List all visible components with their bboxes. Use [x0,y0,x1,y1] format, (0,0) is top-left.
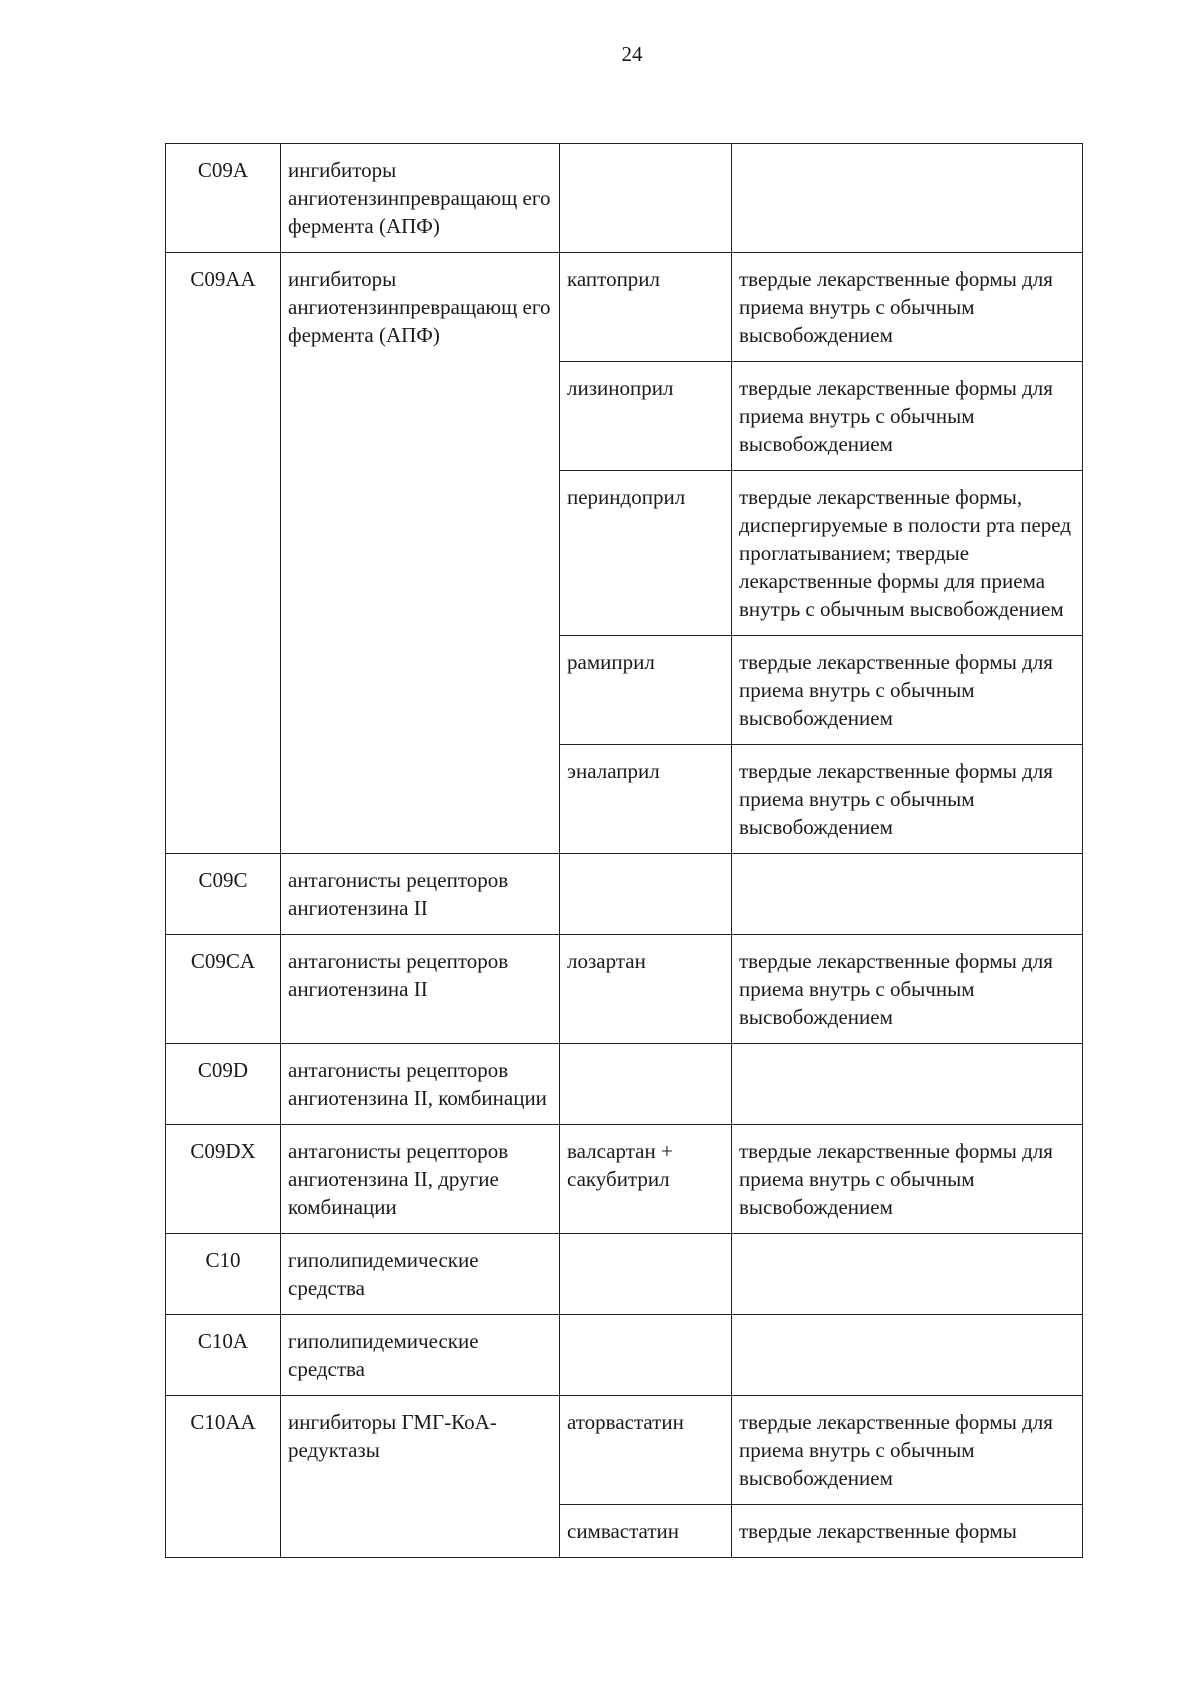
drug-name [560,854,732,935]
drug-name: аторвастатин [560,1396,732,1505]
dosage-form: твердые лекарственные формы для приема внутрь с обычным высвобождением [732,1396,1083,1505]
atc-group: антагонисты рецепторов ангиотензина II, комбинации [281,1044,560,1125]
drug-name: эналаприл [560,745,732,854]
dosage-form [732,1234,1083,1315]
table-row [166,1315,1083,1396]
atc-code: C10 [166,1234,281,1315]
table-row [166,854,1083,935]
drug-name: лозартан [560,935,732,1044]
table-row [166,1125,1083,1234]
dosage-form: твердые лекарственные формы для приема внутрь с обычным высвобождением [732,1125,1083,1234]
drug-table [165,143,1083,1558]
table-row [166,253,1083,362]
atc-code: C09CA [166,935,281,1044]
dosage-form: твердые лекарственные формы [732,1505,1083,1558]
atc-code: C10AA [166,1396,281,1558]
atc-code: C09A [166,144,281,253]
atc-code: C09AA [166,253,281,854]
table-row [166,1234,1083,1315]
atc-group: ингибиторы ангиотензинпревращающ его фермента (АПФ) [281,253,560,854]
dosage-form: твердые лекарственные формы для приема внутрь с обычным высвобождением [732,935,1083,1044]
drug-name: лизиноприл [560,362,732,471]
drug-name [560,1315,732,1396]
drug-name: периндоприл [560,471,732,636]
atc-code: C09C [166,854,281,935]
drug-name: каптоприл [560,253,732,362]
atc-group: антагонисты рецепторов ангиотензина II, другие комбинации [281,1125,560,1234]
atc-code: C09DX [166,1125,281,1234]
dosage-form: твердые лекарственные формы для приема внутрь с обычным высвобождением [732,636,1083,745]
drug-name: симвастатин [560,1505,732,1558]
table-row [166,935,1083,1044]
drug-name [560,144,732,253]
dosage-form: твердые лекарственные формы, диспергируемые в полости рта перед проглатыванием; твердые лекарственные формы для приема внутрь с обычным высвобождением [732,471,1083,636]
page-number: 24 [621,42,643,66]
table-row [166,1044,1083,1125]
atc-group: ингибиторы ГМГ-КоА-редуктазы [281,1396,560,1558]
dosage-form: твердые лекарственные формы для приема внутрь с обычным высвобождением [732,745,1083,854]
atc-group: антагонисты рецепторов ангиотензина II [281,935,560,1044]
drug-name: рамиприл [560,636,732,745]
atc-group: антагонисты рецепторов ангиотензина II [281,854,560,935]
drug-name [560,1044,732,1125]
dosage-form [732,144,1083,253]
dosage-form [732,854,1083,935]
atc-code: C10A [166,1315,281,1396]
table-row [166,1396,1083,1505]
table-row [166,144,1083,253]
dosage-form: твердые лекарственные формы для приема внутрь с обычным высвобождением [732,362,1083,471]
dosage-form [732,1315,1083,1396]
drug-name [560,1234,732,1315]
atc-group: ингибиторы ангиотензинпревращающ его фермента (АПФ) [281,144,560,253]
atc-group: гиполипидемические средства [281,1234,560,1315]
dosage-form: твердые лекарственные формы для приема внутрь с обычным высвобождением [732,253,1083,362]
drug-name: валсартан + сакубитрил [560,1125,732,1234]
dosage-form [732,1044,1083,1125]
atc-group: гиполипидемические средства [281,1315,560,1396]
atc-code: C09D [166,1044,281,1125]
